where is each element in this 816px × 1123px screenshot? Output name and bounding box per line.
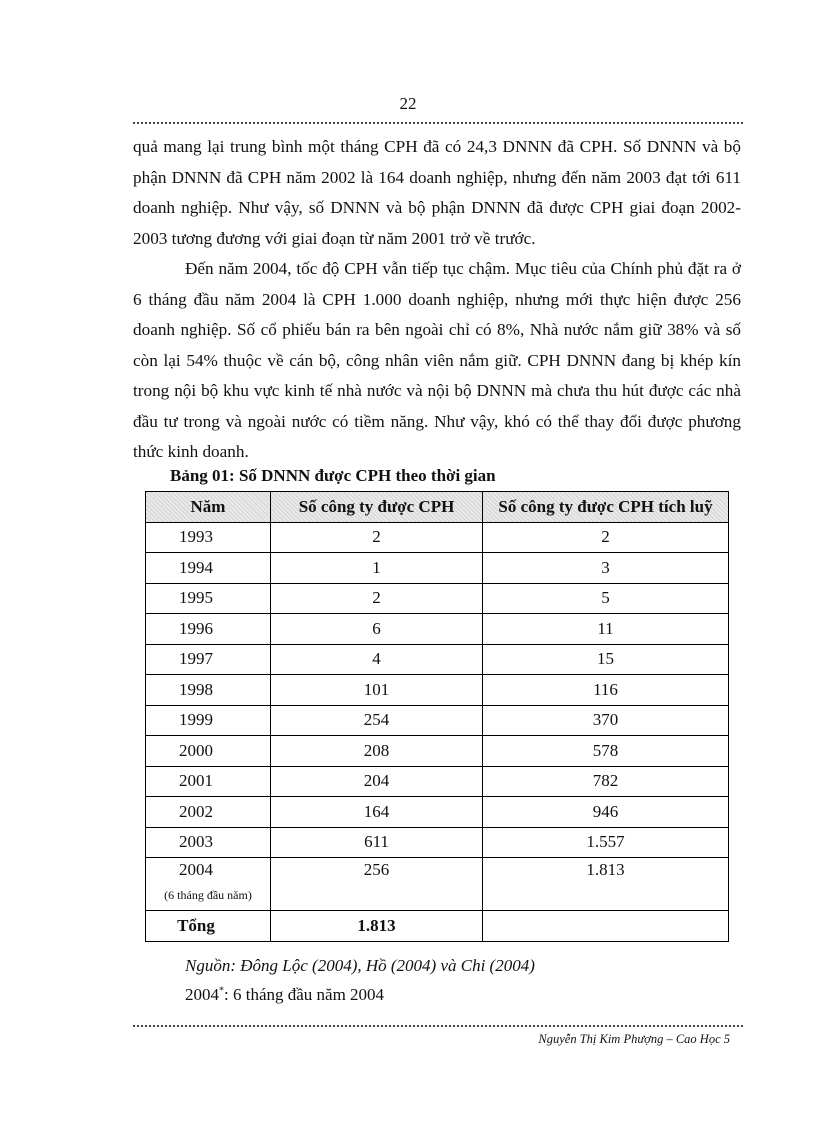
cell-count: 204 <box>271 766 483 797</box>
cell-cumulative: 1.557 <box>483 827 729 858</box>
table-row <box>146 827 729 858</box>
table-header-row <box>146 492 729 523</box>
cell-cumulative: 578 <box>483 736 729 767</box>
page-number: 22 <box>399 94 417 113</box>
cell-count: 208 <box>271 736 483 767</box>
table-row <box>146 797 729 828</box>
table-row <box>146 736 729 767</box>
cell-cumulative: 1.813 <box>483 858 729 911</box>
table-row <box>146 675 729 706</box>
body-text <box>133 132 741 468</box>
table-row <box>146 858 729 911</box>
cell-cumulative: 782 <box>483 766 729 797</box>
table-row <box>146 614 729 645</box>
footnote-text: : 6 tháng đầu năm 2004 <box>224 985 385 1004</box>
column-header-cumulative: Số công ty được CPH tích luỹ <box>483 492 729 523</box>
table-row <box>146 644 729 675</box>
table-caption: Bảng 01: Số DNNN được CPH theo thời gian <box>170 466 496 485</box>
footer-rule <box>133 1025 743 1027</box>
cell-count: 6 <box>271 614 483 645</box>
cell-cumulative: 370 <box>483 705 729 736</box>
cell-count: 2 <box>271 522 483 553</box>
cell-year: 2000 <box>146 736 271 767</box>
cell-count: 256 <box>271 858 483 911</box>
cell-cumulative: 11 <box>483 614 729 645</box>
cell-total-label: Tổng <box>146 911 271 942</box>
cell-year-note: (6 tháng đầu năm) <box>164 888 252 902</box>
paragraph: quả mang lại trung bình một tháng CPH đã có 24,3 DNNN đã CPH. Số DNNN và bộ phận DNNN đã CPH năm 2002 là 164 doanh nghiệp, nhưng đến năm 2003 đạt tới 611 doanh nghiệp. Như vậy, số DNNN và bộ phận DNNN đã được CPH giai đoạn 2002-2003 tương đương với giai đoạn từ năm 2001 trở về trước. <box>133 137 741 248</box>
cell-count: 1 <box>271 553 483 584</box>
cell-total-cumulative <box>483 911 729 942</box>
cell-cumulative: 5 <box>483 583 729 614</box>
data-table <box>145 491 729 942</box>
cell-year: 1994 <box>146 553 271 584</box>
cell-year-value: 2004 <box>179 860 213 879</box>
cell-count: 2 <box>271 583 483 614</box>
cell-cumulative: 2 <box>483 522 729 553</box>
cell-cumulative: 3 <box>483 553 729 584</box>
cell-year: 1999 <box>146 705 271 736</box>
cell-year: 2001 <box>146 766 271 797</box>
footer-author: Nguyễn Thị Kim Phượng – Cao Học 5 <box>538 1032 730 1046</box>
cell-year: 1997 <box>146 644 271 675</box>
header-rule <box>133 122 743 124</box>
table-total-row <box>146 911 729 942</box>
cell-count: 254 <box>271 705 483 736</box>
cell-year: 2002 <box>146 797 271 828</box>
column-header-count: Số công ty được CPH <box>271 492 483 523</box>
column-header-year: Năm <box>146 492 271 523</box>
cell-year: 1998 <box>146 675 271 706</box>
footnote-mark: * <box>219 985 224 997</box>
cell-year: 1993 <box>146 522 271 553</box>
cell-year: 2003 <box>146 827 271 858</box>
table-row <box>146 522 729 553</box>
cell-count: 611 <box>271 827 483 858</box>
table-row <box>146 553 729 584</box>
footnote-year: 2004 <box>185 985 219 1004</box>
cell-count: 164 <box>271 797 483 828</box>
paragraph: Đến năm 2004, tốc độ CPH vẫn tiếp tục chậm. Mục tiêu của Chính phủ đặt ra ở 6 tháng đầu năm 2004 là CPH 1.000 doanh nghiệp, nhưng mới thực hiện được 256 doanh nghiệp. Số cổ phiếu bán ra bên ngoài chỉ có 8%, Nhà nước nắm giữ 38% và số còn lại 54% thuộc về cán bộ, công nhân viên nắm giữ. CPH DNNN đang bị khép kín trong nội bộ khu vực kinh tế nhà nước và nội bộ DNNN mà chưa thu hút được các nhà đầu tư trong và ngoài nước có tiềm năng. Như vậy, khó có thể thay đổi được phương thức kinh doanh. <box>133 259 741 461</box>
table-source: Nguồn: Đông Lộc (2004), Hồ (2004) và Chi (2004) <box>185 956 535 975</box>
cell-cumulative: 946 <box>483 797 729 828</box>
cell-total-count: 1.813 <box>271 911 483 942</box>
cell-count: 101 <box>271 675 483 706</box>
cell-count: 4 <box>271 644 483 675</box>
cell-year: 1995 <box>146 583 271 614</box>
footnote <box>185 985 384 1005</box>
cell-year: 1996 <box>146 614 271 645</box>
table-row <box>146 705 729 736</box>
cell-year <box>146 858 271 911</box>
table-row <box>146 766 729 797</box>
cell-cumulative: 15 <box>483 644 729 675</box>
cell-cumulative: 116 <box>483 675 729 706</box>
table-row <box>146 583 729 614</box>
